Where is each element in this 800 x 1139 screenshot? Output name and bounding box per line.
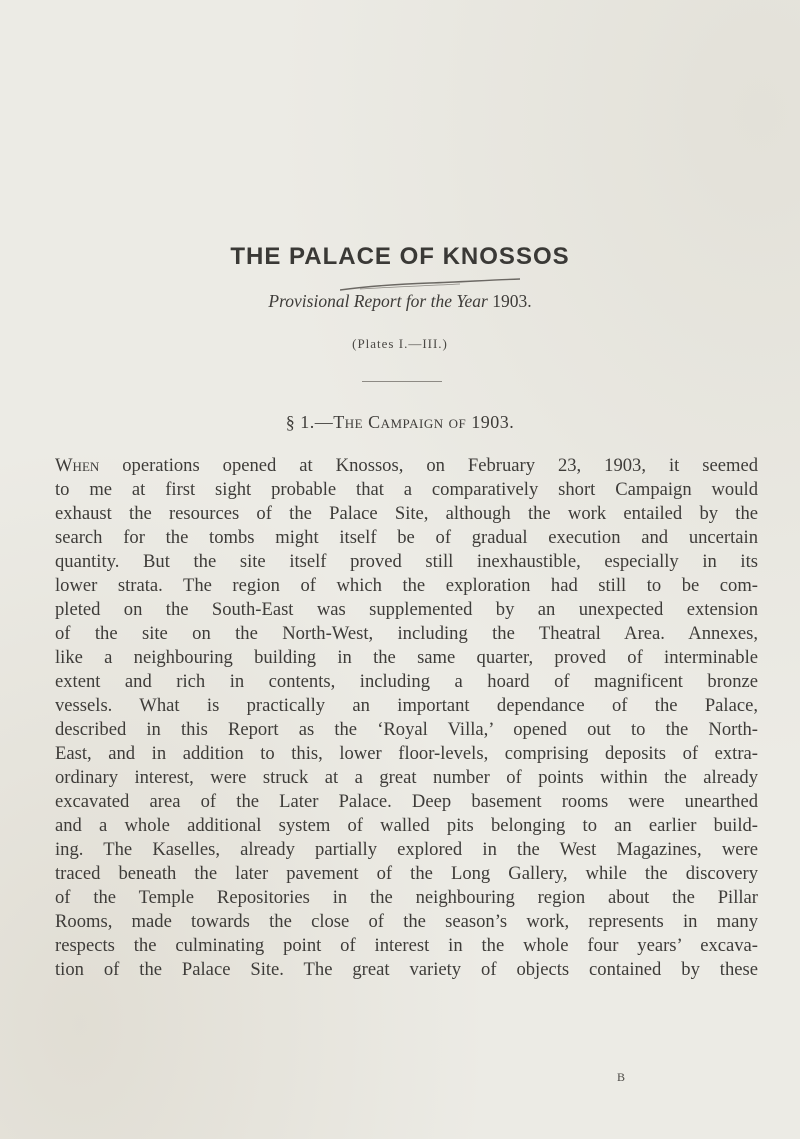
page-title: THE PALACE OF KNOSSOS — [230, 243, 570, 270]
text-line: respects the culminating point of interest in the whole four years’ excava- — [55, 935, 758, 956]
text-line: exhaust the resources of the Palace Site, although the work entailed by the — [55, 503, 758, 524]
plates-reference: (Plates I.—III.) — [352, 336, 448, 351]
title-flourish-ornament — [340, 278, 520, 292]
text-line: ordinary interest, were struck at a great number of points within the already — [55, 767, 758, 788]
text-line: ing. The Kaselles, already partially explored in the West Magazines, were — [55, 839, 758, 860]
body-paragraph — [55, 454, 758, 982]
section-heading — [0, 412, 800, 433]
subtitle-year: 1903. — [492, 291, 532, 311]
text-line: quantity. But the site itself proved still inexhaustible, especially in its — [55, 551, 758, 572]
subtitle-text: Provisional Report for the Year — [268, 291, 488, 311]
text-line: tion of the Palace Site. The great variety of objects contained by these — [55, 959, 758, 980]
text-line: When operations opened at Knossos, on February 23, 1903, it seemed — [55, 455, 758, 476]
text-line: described in this Report as the ‘Royal Villa,’ opened out to the North- — [55, 719, 758, 740]
text-line: vessels. What is practically an important dependance of the Palace, — [55, 695, 758, 716]
text-line: to me at first sight probable that a comparatively short Campaign would — [55, 479, 758, 500]
text-line: of the site on the North-West, including the Theatral Area. Annexes, — [55, 623, 758, 644]
text-line: lower strata. The region of which the exploration had still to be com- — [55, 575, 758, 596]
text-line: like a neighbouring building in the same quarter, proved of interminable — [55, 647, 758, 668]
text-line: excavated area of the Later Palace. Deep basement rooms were unearthed — [55, 791, 758, 812]
text-line: extent and rich in contents, including a hoard of magnificent bronze — [55, 671, 758, 692]
first-word: When — [55, 455, 100, 476]
divider-rule — [362, 381, 442, 382]
section-title: The Campaign of 1903. — [333, 412, 515, 432]
signature-mark: B — [617, 1070, 626, 1084]
section-number: § 1.— — [285, 412, 334, 432]
text-line: traced beneath the later pavement of the Long Gallery, while the discovery — [55, 863, 758, 884]
text-line: of the Temple Repositories in the neighbouring region about the Pillar — [55, 887, 758, 908]
text-line: and a whole additional system of walled pits belonging to an earlier build- — [55, 815, 758, 836]
report-subtitle — [0, 291, 800, 312]
text-line: search for the tombs might itself be of gradual execution and uncertain — [55, 527, 758, 548]
text-line: pleted on the South-East was supplemented by an unexpected extension — [55, 599, 758, 620]
text-line: East, and in addition to this, lower floor-levels, comprising deposits of extra- — [55, 743, 758, 764]
text-line: Rooms, made towards the close of the season’s work, represents in many — [55, 911, 758, 932]
